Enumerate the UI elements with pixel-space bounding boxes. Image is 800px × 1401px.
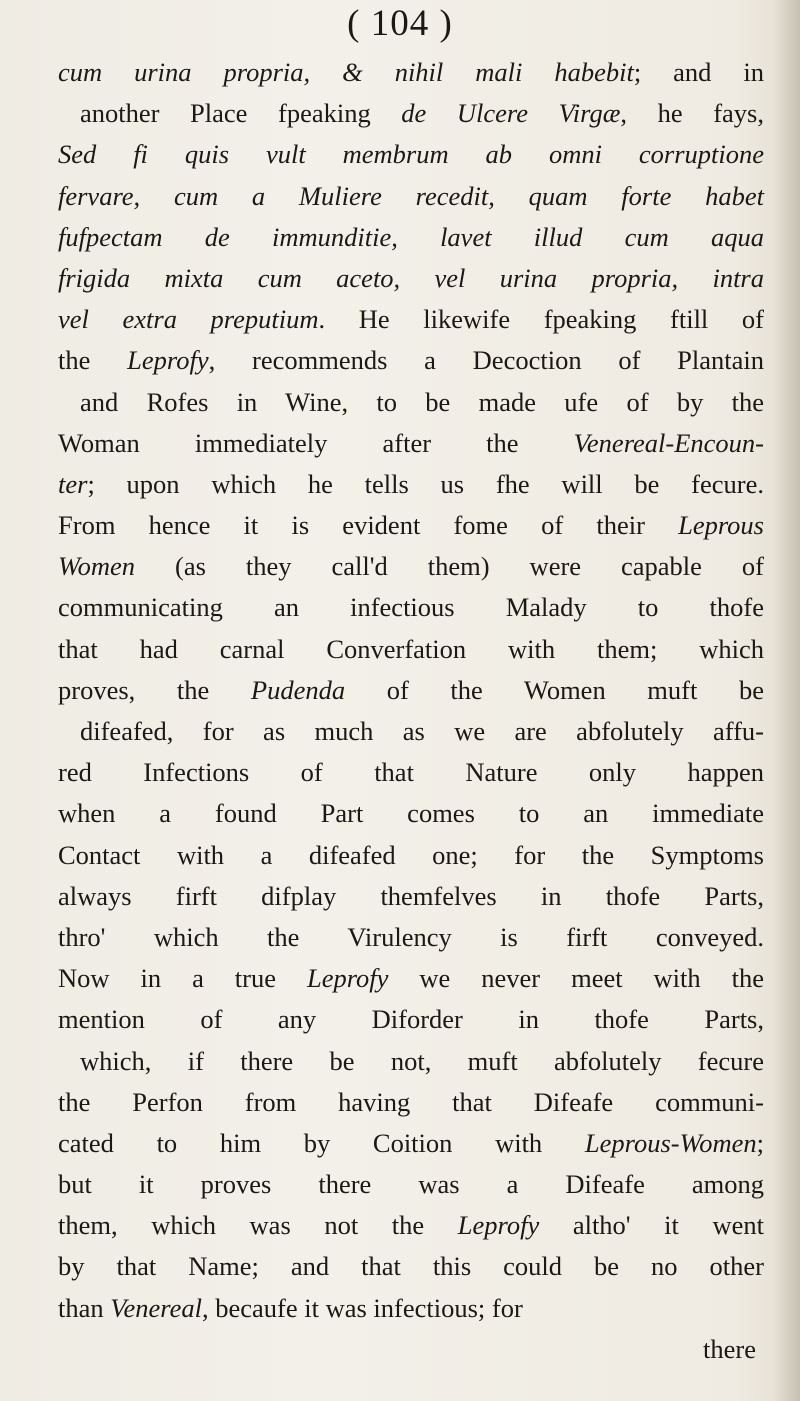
catchword: there <box>703 1333 756 1364</box>
text-segment: Woman immediately after the <box>58 427 574 458</box>
italic-text-segment: fervare, cum a Muliere recedit, quam forte habet <box>58 180 764 211</box>
text-segment: . He likewife fpeaking ftill of <box>318 304 764 335</box>
text-segment: ; <box>756 1127 764 1158</box>
text-line <box>58 258 764 299</box>
text-line <box>58 835 764 876</box>
text-segment: difeafed, for as much as we are abfolutely affu- <box>80 716 764 746</box>
italic-text-segment: Leprofy <box>127 345 209 376</box>
text-line <box>58 505 764 546</box>
text-segment: always firft difplay themfelves in thofe Parts, <box>58 880 764 911</box>
italic-text-segment: fufpectam de immunditie, lavet illud cum aqua <box>58 221 764 252</box>
text-segment: proves, the <box>58 674 251 705</box>
text-line <box>58 176 764 217</box>
text-line <box>58 752 764 793</box>
italic-text-segment: Leprofy <box>306 963 389 994</box>
text-line <box>58 917 764 958</box>
text-line <box>58 217 764 258</box>
italic-text-segment: vel extra preputium <box>58 304 319 335</box>
text-segment: we never meet with the <box>388 963 764 994</box>
italic-text-segment: nihil mali habebit <box>394 57 634 87</box>
text-line <box>58 464 764 505</box>
text-line <box>58 93 764 134</box>
text-segment: From hence it is evident fome of their <box>58 510 679 541</box>
text-line <box>58 1205 764 1246</box>
text-segment: them, which was not the <box>58 1210 458 1241</box>
text-segment: than <box>58 1292 111 1323</box>
text-segment: another Place fpeaking <box>80 98 402 129</box>
text-segment: ; upon which he tells us fhe will be fecure. <box>87 468 764 499</box>
text-segment: (as they call'd them) were capable of <box>135 551 764 582</box>
text-segment: Contact with a difeafed one; for the Symptoms <box>58 839 764 870</box>
text-segment: the Perfon from having that Difeafe communi- <box>58 1086 764 1117</box>
text-segment: and Rofes in Wine, to be made ufe of by the <box>80 386 764 417</box>
text-segment: but it proves there was a Difeafe among <box>58 1169 764 1200</box>
text-line <box>58 711 764 752</box>
text-segment: the <box>58 345 128 376</box>
text-line <box>58 546 764 587</box>
text-line <box>58 299 764 340</box>
text-segment: when a found Part comes to an immediate <box>58 798 764 829</box>
italic-text-segment: Venereal-Encoun- <box>573 427 764 458</box>
text-line <box>58 999 764 1040</box>
italic-text-segment: , <box>303 57 343 87</box>
text-line <box>58 52 764 93</box>
italic-text-segment: frigida mixta cum aceto, vel urina propria, intra <box>58 262 764 293</box>
text-line <box>58 670 764 711</box>
text-line <box>58 793 764 834</box>
text-segment: by that Name; and that this could be no other <box>58 1251 764 1282</box>
text-line <box>58 1164 764 1205</box>
page-edge-shadow <box>774 0 800 1401</box>
body-text <box>58 52 764 1370</box>
text-segment: , becaufe it was infectious; for <box>201 1292 523 1323</box>
text-segment: altho' it went <box>539 1210 764 1241</box>
text-line <box>58 876 764 917</box>
italic-text-segment: cum urina propria <box>58 57 304 87</box>
italic-text-segment: & <box>342 57 395 87</box>
text-segment: which, if there be not, muft abfolutely fecure <box>80 1045 764 1076</box>
italic-text-segment: Leprous-Women <box>584 1127 757 1158</box>
text-segment: Now in a true <box>58 963 307 994</box>
text-segment: mention of any Diforder in thofe Parts, <box>58 1004 764 1035</box>
text-line <box>58 958 764 999</box>
italic-text-segment: de Ulcere Virgæ <box>401 98 621 129</box>
page-number: ( 104 ) <box>347 3 453 44</box>
text-segment: that had carnal Converfation with them; which <box>58 633 764 664</box>
text-segment: cated to him by Coition with <box>58 1127 585 1158</box>
text-segment: ; and in <box>633 57 764 87</box>
italic-text-segment: ter <box>58 468 88 499</box>
text-line <box>58 1041 764 1082</box>
text-line <box>58 134 764 175</box>
text-segment: , recommends a Decoction of Plantain <box>208 345 765 376</box>
italic-text-segment: Pudenda <box>250 674 346 705</box>
text-line <box>58 1082 764 1123</box>
text-line <box>58 340 764 381</box>
text-segment: communicating an infectious Malady to thofe <box>58 592 764 623</box>
text-segment: red Infections of that Nature only happen <box>58 757 764 788</box>
italic-text-segment: Leprous <box>678 510 764 541</box>
italic-text-segment: Venereal <box>110 1292 202 1323</box>
text-segment: of the Women muft be <box>345 674 764 705</box>
italic-text-segment: Sed fi quis vult membrum ab omni corruptione <box>58 139 764 170</box>
text-segment: , he fays, <box>620 98 764 129</box>
italic-text-segment: Women <box>58 551 136 582</box>
text-line <box>58 587 764 628</box>
text-line <box>58 1246 764 1287</box>
text-line <box>58 1288 764 1329</box>
text-line <box>58 1123 764 1164</box>
text-line <box>58 629 764 670</box>
text-line <box>58 423 764 464</box>
italic-text-segment: Leprofy <box>457 1210 540 1241</box>
text-line <box>58 382 764 423</box>
text-segment: thro' which the Virulency is firft conveyed. <box>58 921 764 952</box>
